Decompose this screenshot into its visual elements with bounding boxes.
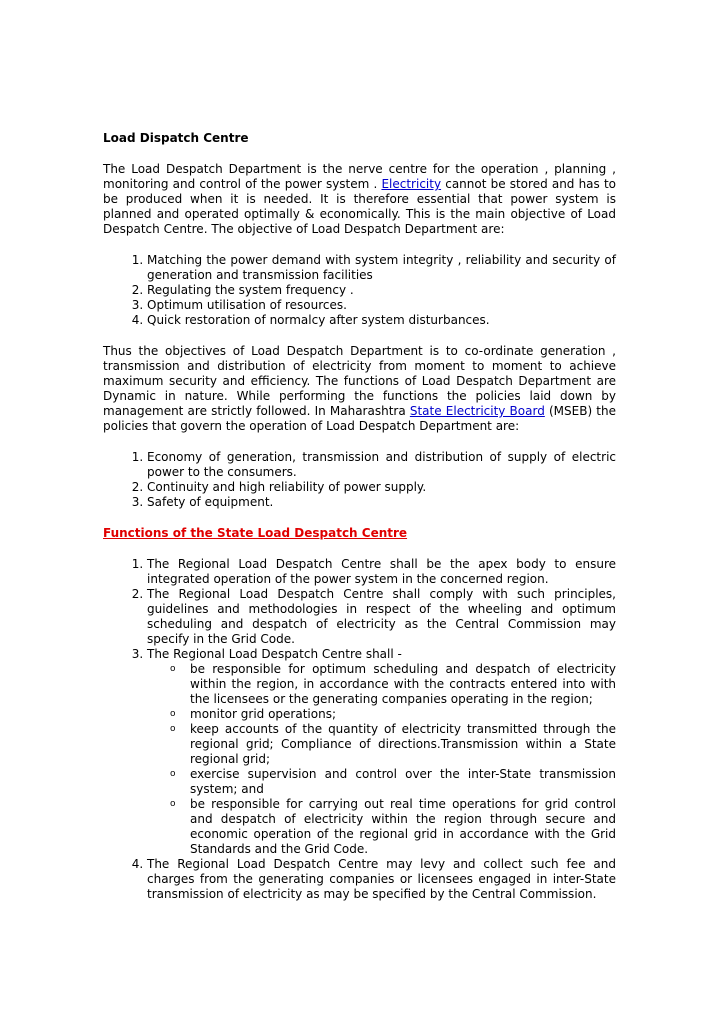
electricity-link[interactable]: Electricity (381, 177, 442, 191)
circle-bullet-icon: o (170, 799, 176, 809)
list-item: 1. The Regional Load Despatch Centre shall be the apex body to ensure integrated operation of the power system in the concerned region. (147, 557, 616, 587)
circle-bullet-icon: o (170, 724, 176, 734)
sub-item-text: be responsible for optimum scheduling and despatch of electricity within the region, in accordance with the contracts entered into with the licensees or the generating companies operating in the region; (190, 662, 616, 706)
state-electricity-board-link[interactable]: State Electricity Board (409, 404, 545, 418)
page-title: Load Dispatch Centre (103, 131, 249, 145)
list-item: 3. Optimum utilisation of resources. (147, 298, 616, 313)
intro-text-after: cannot be stored and has to be produced when it is needed. It is therefore essential that power system is planned and operated optimally & economically. This is the main objective of Load Despatch Centre. The objective of Load Despatch Department are: (103, 177, 616, 236)
list-item (147, 647, 616, 857)
functions-list (103, 557, 616, 902)
list-item: 4. Quick restoration of normalcy after system disturbances. (147, 313, 616, 328)
functions-heading: Functions of the State Load Despatch Centre (103, 526, 408, 540)
thus-paragraph (103, 344, 616, 434)
sub-list-item (170, 767, 616, 797)
circle-bullet-icon: o (170, 709, 176, 719)
sub-list-item (170, 707, 616, 722)
intro-text-before: The Load Despatch Department is the nerve centre for the operation , planning , monitoring and control of the power system . (103, 162, 616, 191)
policies-list (103, 450, 616, 510)
list-item: 3. Safety of equipment. (147, 495, 616, 510)
list-item: 2. Regulating the system frequency . (147, 283, 616, 298)
sub-item-text: be responsible for carrying out real time operations for grid control and despatch of electricity within the region through secure and economic operation of the regional grid in accordance with the Grid Standards and the Grid Code. (190, 797, 616, 856)
intro-paragraph (103, 162, 616, 237)
sub-item-text: exercise supervision and control over the inter-State transmission system; and (190, 767, 616, 796)
objectives-list (103, 253, 616, 328)
list-item: 1. Matching the power demand with system integrity , reliability and security of generation and transmission facilities (147, 253, 616, 283)
thus-text-after: (MSEB) the policies that govern the operation of Load Despatch Department are: (103, 404, 616, 433)
circle-bullet-icon: o (170, 664, 176, 674)
circle-bullet-icon: o (170, 769, 176, 779)
thus-text-before: Thus the objectives of Load Despatch Department is to co-ordinate generation , transmission and distribution of electricity from moment to moment to achieve maximum security and efficiency. The functions of Load Despatch Department are Dynamic in nature. While performing the functions the policies laid down by management are strictly followed. In Maharashtra (103, 344, 616, 418)
list-item: 2. The Regional Load Despatch Centre shall comply with such principles, guidelines and methodologies in respect of the wheeling and optimum scheduling and despatch of electricity as the Central Commission may specify in the Grid Code. (147, 587, 616, 647)
list-item: 2. Continuity and high reliability of power supply. (147, 480, 616, 495)
sub-list-item (170, 797, 616, 857)
sub-list-item (170, 662, 616, 707)
function-3-text: The Regional Load Despatch Centre shall - (147, 647, 402, 661)
sub-item-text: keep accounts of the quantity of electricity transmitted through the regional grid; Compliance of directions.Transmission within a State regional grid; (190, 722, 616, 766)
document-page (103, 131, 616, 902)
sub-list-item (170, 722, 616, 767)
list-item: 1. Economy of generation, transmission and distribution of supply of electric power to the consumers. (147, 450, 616, 480)
function-3-sublist (147, 662, 616, 857)
sub-item-text: monitor grid operations; (190, 707, 336, 721)
list-item: 4. The Regional Load Despatch Centre may levy and collect such fee and charges from the generating companies or licensees engaged in inter-State transmission of electricity as may be specified by the Central Commission. (147, 857, 616, 902)
